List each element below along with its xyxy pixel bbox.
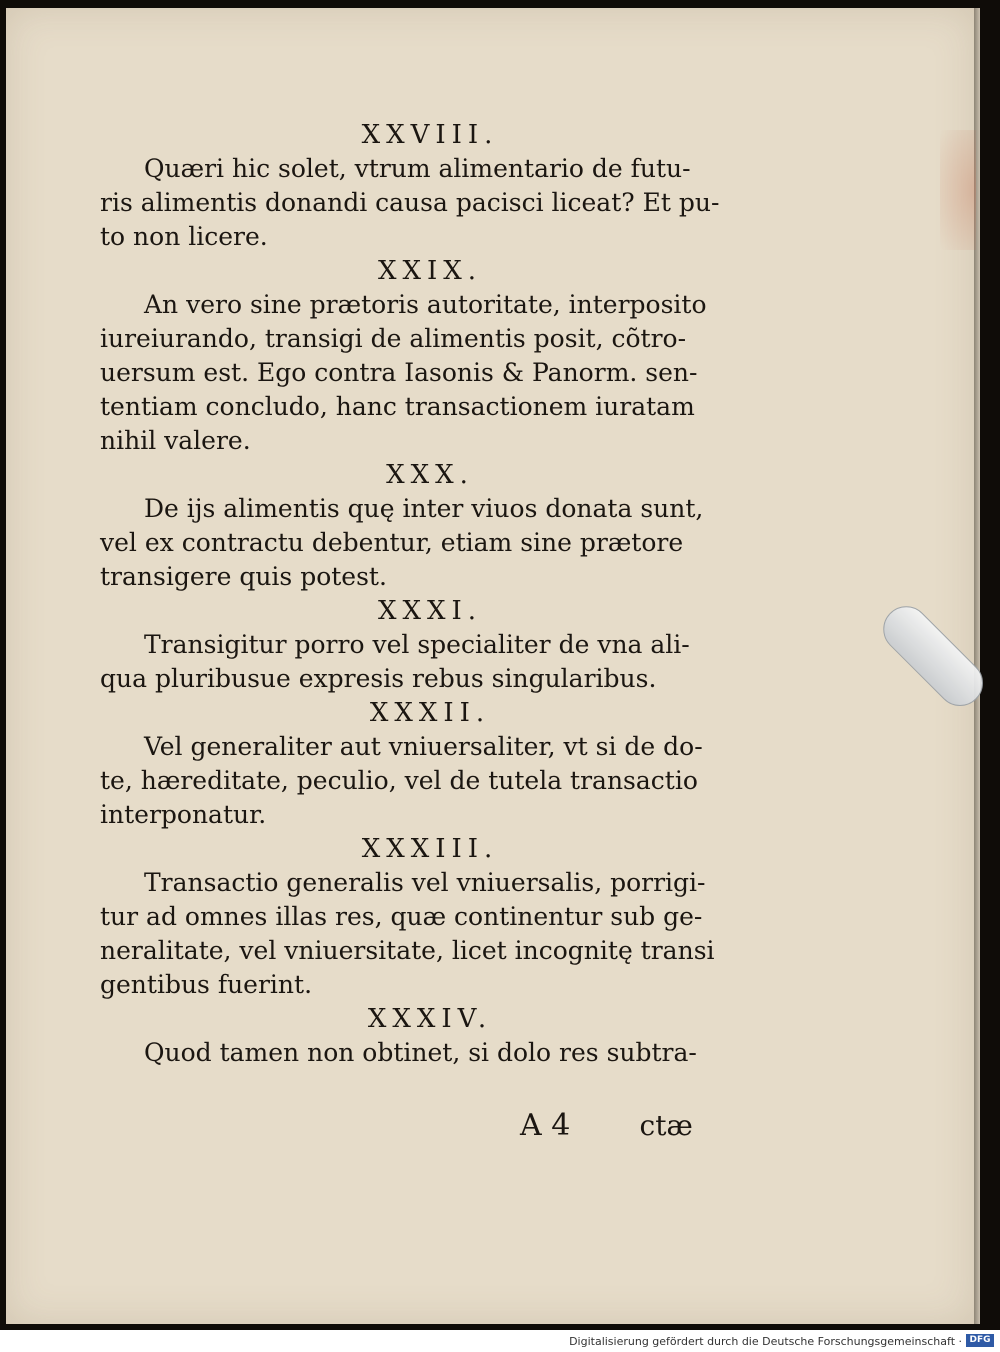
section-heading: XXXIV. [367, 1004, 493, 1034]
catchword: ctæ [639, 1109, 693, 1142]
section-heading: XXXII. [369, 698, 491, 728]
text-line: transigere quis potest. [100, 562, 387, 591]
section-heading: XXIX. [377, 256, 483, 286]
text-line: iureiurando, transigi de alimentis posit, cõtro- [100, 324, 687, 353]
text-line: tentiam concludo, hanc transactionem iuratam [100, 392, 695, 421]
text-line: De ijs alimentis quę inter viuos donata sunt, [144, 494, 704, 523]
text-line: to non licere. [100, 222, 268, 251]
text-block [100, 118, 740, 1070]
text-line: qua pluribusue expresis rebus singularibus. [100, 664, 657, 693]
text-line: Transactio generalis vel vniuersalis, porrigi- [144, 868, 706, 897]
section-heading: XXXI. [377, 596, 483, 626]
section-heading: XXXIII. [361, 834, 499, 864]
text-line: nihil valere. [100, 426, 251, 455]
funding-credit: Digitalisierung gefördert durch die Deutsche Forschungsgemeinschaft · [569, 1335, 962, 1348]
section-heading: XXVIII. [361, 120, 499, 150]
text-line: gentibus fuerint. [100, 970, 313, 999]
text-line: Quod tamen non obtinet, si dolo res subtra- [144, 1038, 697, 1067]
signature-mark: A 4 [520, 1108, 571, 1143]
text-line: Vel generaliter aut vniuersaliter, vt si de do- [144, 732, 703, 761]
footer-bar [0, 1330, 1000, 1352]
text-line: vel ex contractu debentur, etiam sine prætore [100, 528, 684, 557]
text-line: ris alimentis donandi causa pacisci liceat? Et pu- [100, 188, 720, 217]
text-line: Quæri hic solet, vtrum alimentario de futu- [144, 154, 691, 183]
text-line: neralitate, vel vniuersitate, licet incognitę transi [100, 936, 715, 965]
text-line: te, hæreditate, peculio, vel de tutela transactio [100, 766, 698, 795]
catchline [520, 1108, 693, 1143]
text-line: Transigitur porro vel specialiter de vna ali- [144, 630, 690, 659]
dfg-logo: DFG [966, 1334, 994, 1347]
text-line: An vero sine prætoris autoritate, interposito [144, 290, 707, 319]
section-heading: XXX. [386, 460, 474, 490]
text-line: tur ad omnes illas res, quæ continentur sub ge- [100, 902, 703, 931]
paper-stain [940, 130, 976, 250]
text-line: uersum est. Ego contra Iasonis & Panorm. sen- [100, 358, 698, 387]
text-line: interponatur. [100, 800, 267, 829]
